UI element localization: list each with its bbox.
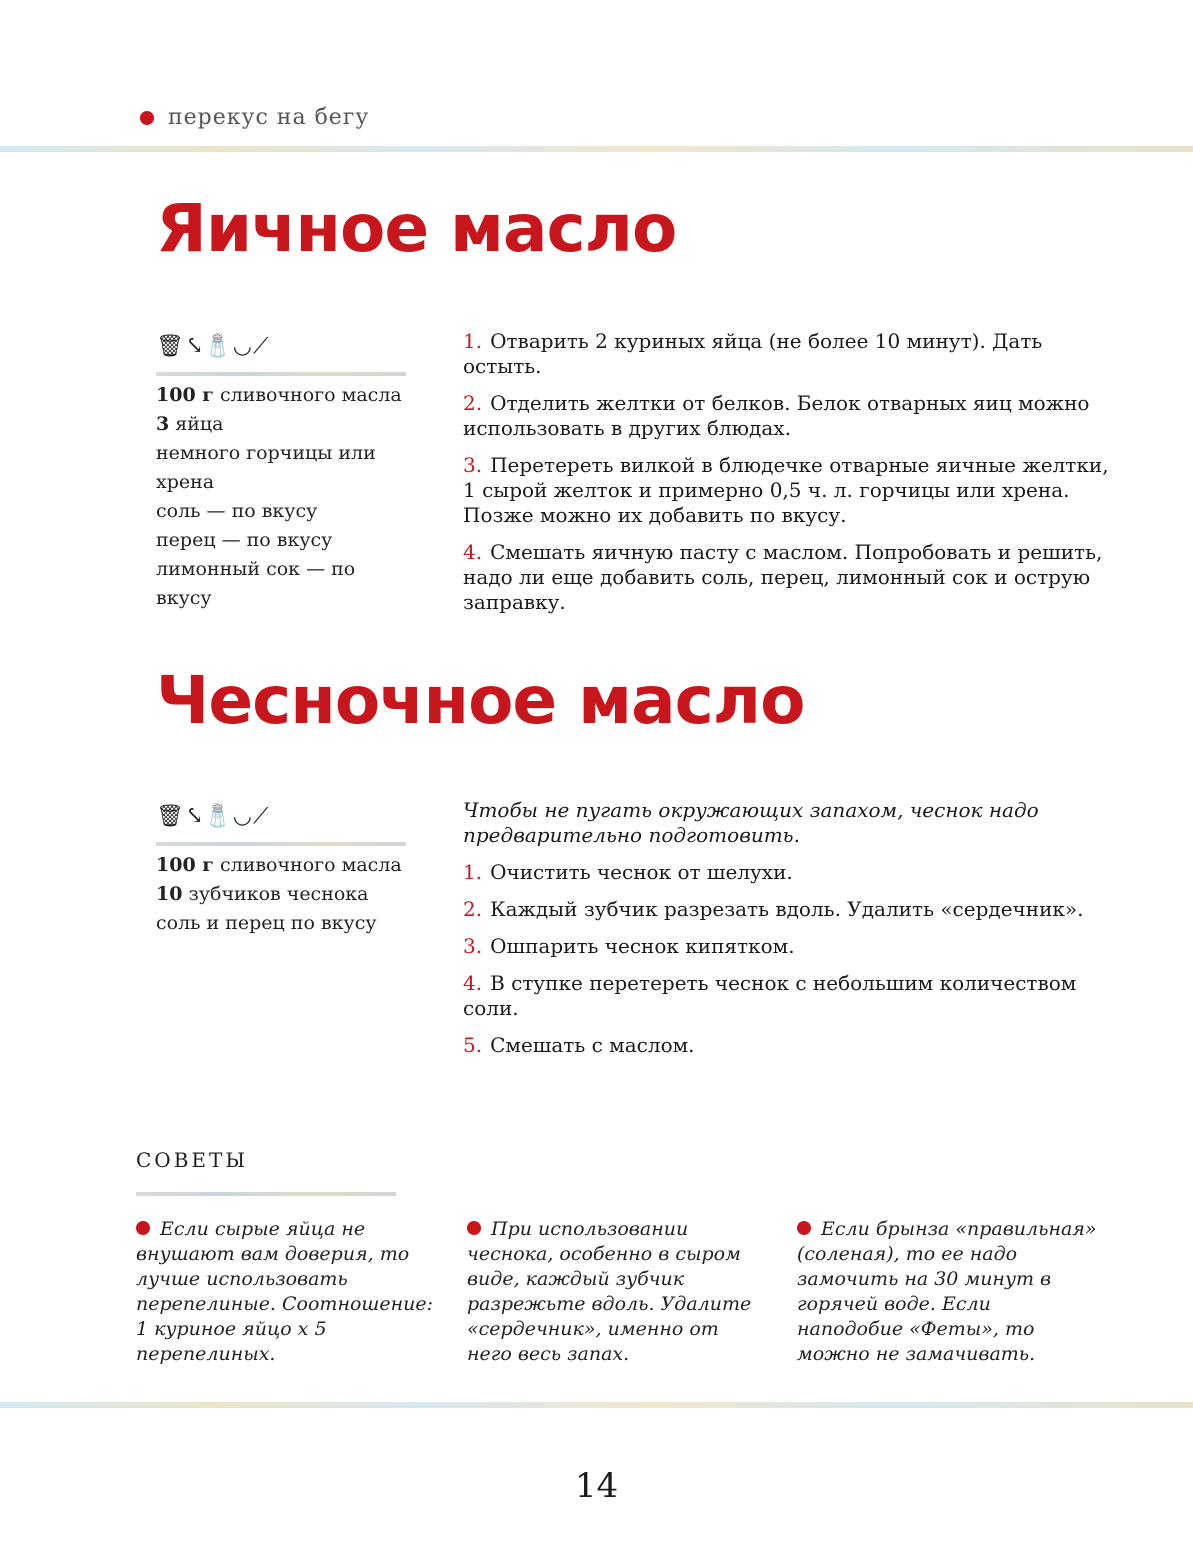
- ingredient-item: немного горчицы или: [156, 442, 376, 464]
- steps-list: [463, 329, 1113, 627]
- step-item: 4. В ступке перетереть чеснок с небольшим количеством соли.: [463, 971, 1077, 1020]
- step-item: 2. Каждый зубчик разрезать вдоль. Удалить «сердечник».: [463, 897, 1084, 921]
- ingredient-item: соль — по вкусу: [156, 500, 318, 522]
- bullet-dot-icon: [467, 1221, 481, 1235]
- ingredients-divider: [156, 372, 406, 376]
- ingredients-divider: [156, 842, 406, 846]
- recipe-title: Чесночное масло: [156, 662, 805, 739]
- bullet-dot-icon: [140, 111, 154, 125]
- ingredient-item: соль и перец по вкусу: [156, 912, 377, 934]
- bullet-dot-icon: [797, 1221, 811, 1235]
- ingredient-item: хрена: [156, 471, 215, 493]
- section-label: перекус на бегу: [168, 105, 370, 130]
- steps-list: [463, 798, 1113, 1070]
- header-divider: [0, 146, 1193, 152]
- ingredient-item: 10 зубчиков чеснока: [156, 883, 369, 905]
- ingredient-item: 100 г сливочного масла: [156, 384, 402, 406]
- section-header: [140, 105, 369, 130]
- kitchen-tools-icon: 🗑⤥🧂◡⟋: [156, 804, 270, 829]
- step-item: 1. Отварить 2 куриных яйца (не более 10 минут). Дать остыть.: [463, 329, 1043, 378]
- bullet-dot-icon: [136, 1221, 150, 1235]
- tip-item: Если сырые яйца не внушают вам доверия, то лучше использовать перепелиные. Соотношение: 1 куриное яйцо х 5 перепелиных.: [136, 1218, 434, 1365]
- step-item: 1. Очистить чеснок от шелухи.: [463, 860, 793, 884]
- step-item: 4. Смешать яичную пасту с маслом. Попробовать и решить, надо ли еще добавить соль, перец, лимонный сок и острую заправку.: [463, 540, 1103, 614]
- tips-heading: СОВЕТЫ: [136, 1148, 249, 1172]
- kitchen-tools-icon: 🗑⤥🧂◡⟋: [156, 334, 270, 359]
- ingredient-item: 3 яйца: [156, 413, 224, 435]
- ingredients-list: [156, 381, 416, 613]
- step-item: 2. Отделить желтки от белков. Белок отварных яиц можно использовать в других блюдах.: [463, 391, 1090, 440]
- recipe-title: Яичное масло: [156, 190, 677, 267]
- footer-divider: [0, 1402, 1193, 1408]
- ingredients-list: [156, 851, 416, 938]
- tip-item: Если брынза «правильная» (соленая), то ее надо замочить на 30 минут в горячей воде. Если наподобие «Феты», то можно не замачивать.: [797, 1218, 1097, 1365]
- step-item: 3. Перетереть вилкой в блюдечке отварные яичные желтки, 1 сырой желток и примерно 0,5 ч. л. горчицы или хрена. Позже можно их добавить по вкусу.: [463, 453, 1109, 527]
- tips-divider: [136, 1192, 396, 1196]
- ingredient-item: перец — по вкусу: [156, 529, 333, 551]
- tip-item: При использовании чеснока, особенно в сыром виде, каждый зубчик разрежьте вдоль. Удалите «сердечник», именно от него весь запах.: [467, 1218, 752, 1365]
- step-item: 3. Ошпарить чеснок кипятком.: [463, 934, 795, 958]
- ingredient-item: лимонный сок — по вкусу: [156, 558, 356, 609]
- step-item: 5. Смешать с маслом.: [463, 1033, 695, 1057]
- page-number: 14: [574, 1466, 619, 1506]
- ingredient-item: 100 г сливочного масла: [156, 854, 402, 876]
- recipe-intro: Чтобы не пугать окружающих запахом, чеснок надо предварительно подготовить.: [463, 798, 1039, 847]
